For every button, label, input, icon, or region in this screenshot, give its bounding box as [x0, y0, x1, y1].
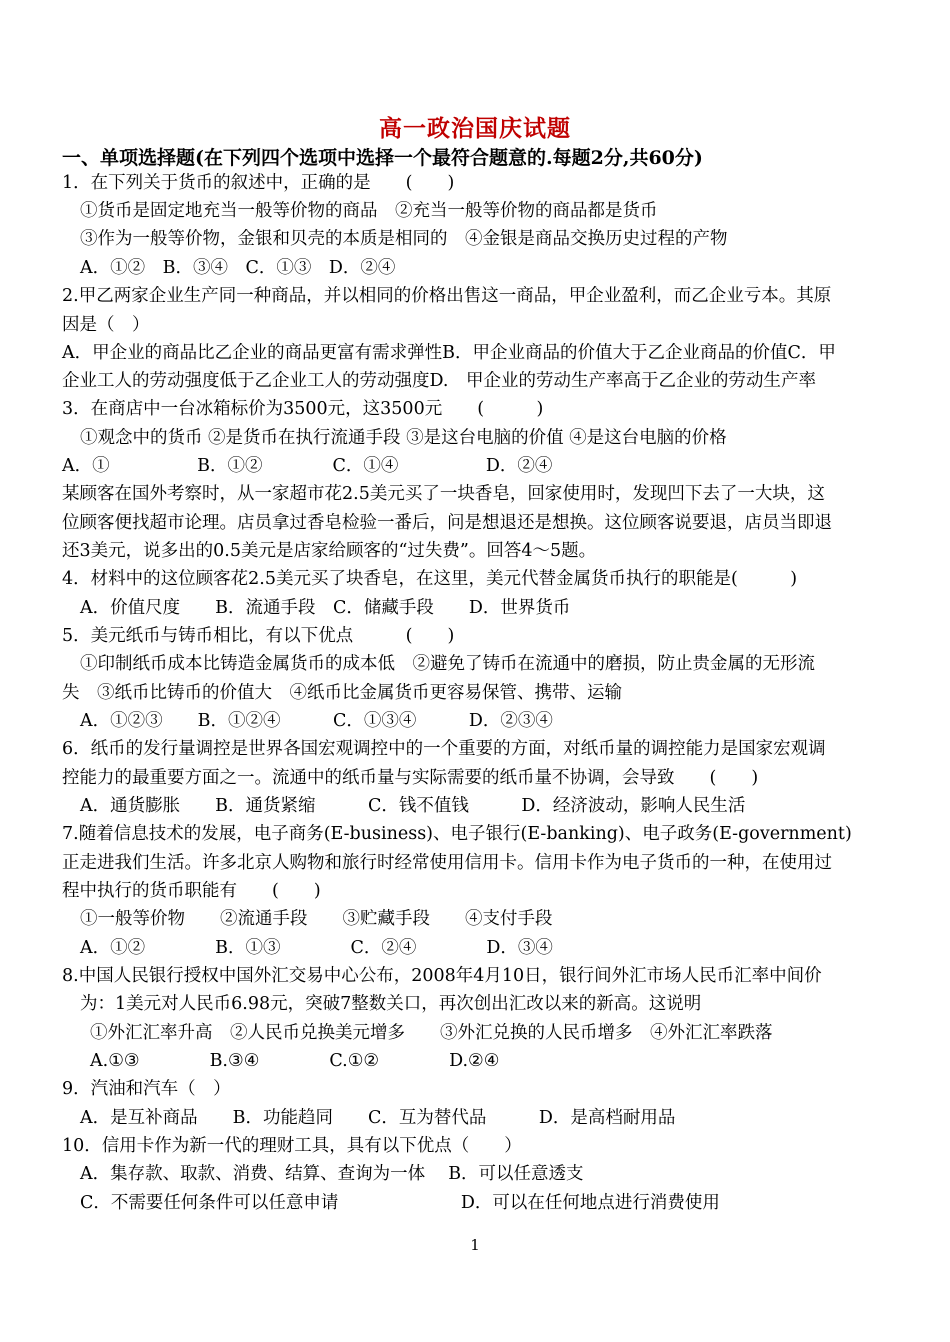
q3-statements: ①观念中的货币 ②是货币在执行流通手段 ③是这台电脑的价值 ④是这台电脑的价格 — [80, 428, 727, 448]
page-title: 高一政治国庆试题 — [379, 115, 571, 142]
section-heading: 一、单项选择题(在下列四个选项中选择一个最符合题意的.每题2分,共60分) — [62, 147, 703, 169]
material-text-3: 还3美元，说多出的0.5美元是店家给顾客的“过失费”。回答4～5题。 — [62, 541, 597, 561]
q1-statements-a: ①货币是固定地充当一般等价物的商品 ②充当一般等价物的商品都是货币 — [80, 201, 658, 221]
q10-options-b: C．不需要任何条件可以任意申请 D．可以在任何地点进行消费使用 — [80, 1193, 720, 1213]
question-5: 5．美元纸币与铸币相比，有以下优点 ( ) — [62, 626, 455, 646]
question-7: 7.随着信息技术的发展，电子商务(E-business)、电子银行(E-banking)、电子政务(E-government) — [62, 824, 852, 844]
page-number: 1 — [470, 1236, 480, 1254]
q4-options: A．价值尺度 B．流通手段 C．储藏手段 D．世界货币 — [80, 598, 571, 618]
q7-statements: ①一般等价物 ②流通手段 ③贮藏手段 ④支付手段 — [80, 909, 553, 929]
question-8: 8.中国人民银行授权中国外汇交易中心公布，2008年4月10日，银行间外汇市场人民币汇率中间价 — [62, 966, 822, 986]
q2-options-b: 企业工人的劳动强度低于乙企业工人的劳动强度D. 甲企业的劳动生产率高于乙企业的劳动生产率 — [62, 371, 816, 391]
q10-options-a: A．集存款、取款、消费、结算、查询为一体 B．可以任意透支 — [80, 1164, 584, 1184]
q6-options: A．通货膨胀 B．通货紧缩 C．钱不值钱 D．经济波动，影响人民生活 — [80, 796, 746, 816]
q2-options-a: A．甲企业的商品比乙企业的商品更富有需求弹性B．甲企业商品的价值大于乙企业商品的价值C．甲 — [62, 343, 836, 363]
question-2: 2.甲乙两家企业生产同一种商品，并以相同的价格出售这一商品，甲企业盈利，而乙企业亏本。其原 — [62, 286, 832, 306]
question-9: 9．汽油和汽车（ ） — [62, 1079, 231, 1099]
q5-statements-a: ①印制纸币成本比铸造金属货币的成本低 ②避免了铸币在流通中的磨损，防止贵金属的无形流 — [80, 654, 815, 674]
q5-options: A．①②③ B．①②④ C．①③④ D．②③④ — [80, 711, 553, 731]
question-7-cont-2: 程中执行的货币职能有 ( ) — [62, 881, 321, 901]
question-8-cont: 为：1美元对人民币6.98元，突破7整数关口，再次创出汇改以来的新高。这说明 — [80, 994, 702, 1014]
q8-statements: ①外汇汇率升高 ②人民币兑换美元增多 ③外汇兑换的人民币增多 ④外汇汇率跌落 — [90, 1023, 773, 1043]
q1-statements-b: ③作为一般等价物，金银和贝壳的本质是相同的 ④金银是商品交换历史过程的产物 — [80, 229, 728, 249]
q7-options: A．①② B．①③ C．②④ D．③④ — [80, 938, 553, 958]
question-6-cont: 控能力的最重要方面之一。流通中的纸币量与实际需要的纸币量不协调，会导致 ( ) — [62, 768, 759, 788]
q9-options: A．是互补商品 B．功能趋同 C．互为替代品 D．是高档耐用品 — [80, 1108, 676, 1128]
material-text-2: 位顾客便找超市论理。店员拿过香皂检验一番后，问是想退还是想换。这位顾客说要退，店员当即退 — [62, 513, 832, 533]
q3-options: A．① B．①② C．①④ D．②④ — [62, 456, 553, 476]
q1-options: A．①② B．③④ C．①③ D．②④ — [80, 258, 396, 278]
question-10: 10．信用卡作为新一代的理财工具，具有以下优点（ ） — [62, 1136, 522, 1156]
material-text-1: 某顾客在国外考察时，从一家超市花2.5美元买了一块香皂，回家使用时，发现凹下去了一大块，这 — [62, 484, 825, 504]
q5-statements-b: 失 ③纸币比铸币的价值大 ④纸币比金属货币更容易保管、携带、运输 — [62, 683, 622, 703]
question-3: 3．在商店中一台冰箱标价为3500元，这3500元 ( ) — [62, 399, 544, 419]
question-6: 6．纸币的发行量调控是世界各国宏观调控中的一个重要的方面，对纸币量的调控能力是国家宏观调 — [62, 739, 826, 759]
question-1: 1．在下列关于货币的叙述中，正确的是 ( ) — [62, 173, 455, 193]
question-4: 4．材料中的这位顾客花2.5美元买了块香皂，在这里，美元代替金属货币执行的职能是( ) — [62, 569, 798, 589]
q8-options: A.①③ B.③④ C.①② D.②④ — [90, 1051, 500, 1071]
question-2-cont: 因是（ ） — [62, 315, 150, 335]
question-7-cont-1: 正走进我们生活。许多北京人购物和旅行时经常使用信用卡。信用卡作为电子货币的一种，在使用过 — [62, 853, 832, 873]
